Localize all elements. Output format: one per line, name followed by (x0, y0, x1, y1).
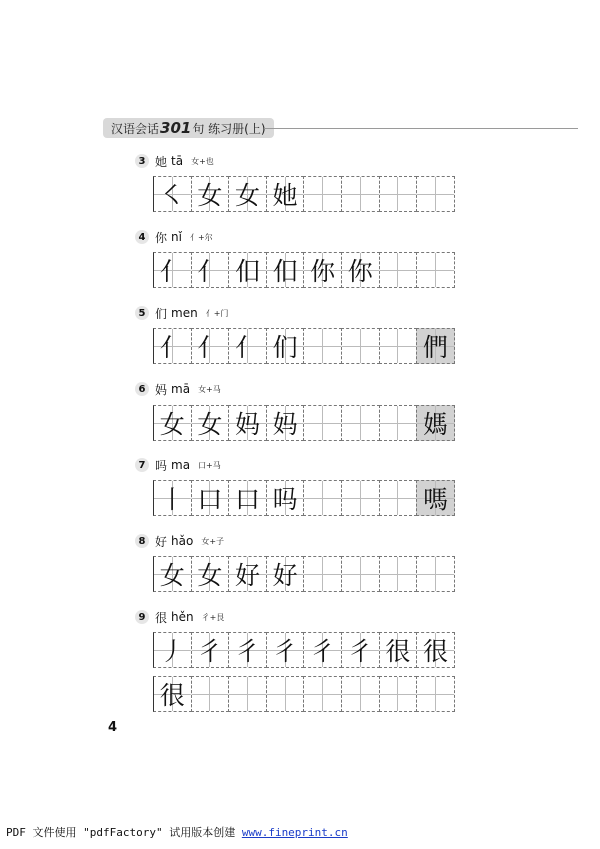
writing-cell[interactable] (303, 676, 342, 712)
stroke-char: 妈 (234, 410, 260, 439)
entry-pinyin: hěn (171, 610, 194, 624)
writing-grid-row (153, 252, 454, 288)
writing-grid-row (153, 480, 454, 516)
writing-cell[interactable] (191, 632, 230, 668)
writing-cell[interactable] (341, 176, 380, 212)
entry-components: 女+马 (198, 384, 221, 394)
writing-cell[interactable] (341, 405, 380, 441)
stroke-char: 彳 (272, 637, 298, 666)
writing-cell[interactable] (379, 632, 418, 668)
writing-cell[interactable] (228, 252, 267, 288)
stroke-char: 们 (272, 333, 298, 362)
stroke-char: 很 (159, 681, 185, 710)
entry-pinyin: men (171, 306, 198, 320)
header-rule (264, 128, 578, 129)
book-title-number: 301 (160, 119, 192, 137)
writing-cell[interactable] (266, 252, 305, 288)
entry-label (135, 532, 224, 550)
writing-grid-row (153, 328, 454, 364)
writing-cell[interactable] (191, 176, 230, 212)
writing-cell[interactable] (228, 176, 267, 212)
writing-cell[interactable] (228, 328, 267, 364)
stroke-char: 彳 (310, 637, 336, 666)
page-number: 4 (108, 720, 118, 735)
stroke-char: 們 (422, 333, 448, 362)
entry-character: 她 (155, 154, 168, 169)
writing-cell[interactable] (228, 632, 267, 668)
page-header (103, 118, 274, 138)
writing-cell[interactable] (191, 252, 230, 288)
writing-cell[interactable] (341, 556, 380, 592)
writing-cell[interactable] (416, 676, 455, 712)
writing-cell[interactable] (153, 632, 192, 668)
entry-label (135, 228, 213, 246)
pdf-footer (6, 824, 348, 840)
writing-cell[interactable] (341, 632, 380, 668)
writing-cell[interactable] (341, 328, 380, 364)
writing-grid-row (153, 556, 454, 592)
writing-cell[interactable] (416, 556, 455, 592)
writing-grid-row (153, 676, 454, 712)
writing-cell[interactable] (379, 328, 418, 364)
entry-character: 们 (155, 306, 168, 321)
entry-number: 5 (135, 306, 149, 320)
writing-cell[interactable] (153, 176, 192, 212)
entry-components: 亻+尔 (189, 232, 213, 242)
writing-cell[interactable] (303, 176, 342, 212)
entry-number: 4 (135, 230, 149, 244)
writing-cell[interactable] (228, 556, 267, 592)
writing-cell[interactable] (303, 480, 342, 516)
writing-cell[interactable] (379, 405, 418, 441)
writing-cell[interactable] (416, 176, 455, 212)
writing-cell[interactable] (153, 252, 192, 288)
writing-cell[interactable] (266, 676, 305, 712)
writing-grid-row (153, 632, 454, 668)
stroke-char: 丨 (159, 485, 185, 514)
writing-cell[interactable] (303, 556, 342, 592)
writing-cell[interactable] (191, 328, 230, 364)
stroke-char: 女 (197, 181, 223, 210)
stroke-char: 口 (197, 485, 223, 514)
footer-text: PDF 文件使用 "pdfFactory" 试用版本创建 (6, 826, 242, 839)
stroke-char: 妈 (272, 410, 298, 439)
entry-pinyin: tā (171, 154, 184, 168)
entry-label (135, 380, 221, 398)
entry-number: 8 (135, 534, 149, 548)
book-title (103, 118, 274, 138)
stroke-char: 女 (159, 410, 185, 439)
footer-link[interactable]: www.fineprint.cn (241, 826, 348, 839)
stroke-char: 㐰 (234, 257, 260, 286)
stroke-char: 彳 (347, 637, 373, 666)
writing-cell[interactable] (266, 328, 305, 364)
writing-cell[interactable] (341, 480, 380, 516)
writing-cell[interactable] (379, 676, 418, 712)
entry-character: 妈 (155, 382, 168, 397)
entry-character: 吗 (155, 458, 168, 473)
stroke-char: 女 (234, 181, 260, 210)
entry-character: 很 (155, 610, 168, 625)
entry-components: 女+子 (201, 536, 225, 546)
entry-number: 9 (135, 610, 149, 624)
stroke-char: 很 (422, 637, 448, 666)
entry-pinyin: ma (171, 458, 191, 472)
stroke-char: 女 (197, 410, 223, 439)
writing-cell[interactable] (266, 632, 305, 668)
writing-cell[interactable] (191, 676, 230, 712)
stroke-char: 亻 (159, 257, 185, 286)
entry-label (135, 304, 228, 322)
stroke-char: 丿 (159, 637, 185, 666)
traditional-char-cell[interactable] (416, 405, 455, 441)
entry-components: 亻+门 (205, 308, 229, 318)
stroke-char: 女 (197, 561, 223, 590)
entry-components: 口+马 (198, 460, 221, 470)
writing-cell[interactable] (266, 405, 305, 441)
entry-label (135, 456, 221, 474)
writing-cell[interactable] (266, 480, 305, 516)
stroke-char: 吗 (272, 485, 298, 514)
entry-number: 7 (135, 458, 149, 472)
entry-pinyin: hǎo (171, 534, 194, 548)
stroke-char: 好 (234, 561, 260, 590)
writing-cell[interactable] (266, 556, 305, 592)
writing-grid-row (153, 176, 454, 212)
book-title-prefix: 汉语会话 (111, 121, 160, 136)
writing-cell[interactable] (416, 632, 455, 668)
writing-cell[interactable] (191, 556, 230, 592)
stroke-char: 亻 (197, 333, 223, 362)
stroke-char: 亻 (159, 333, 185, 362)
writing-cell[interactable] (303, 405, 342, 441)
writing-cell[interactable] (191, 405, 230, 441)
stroke-char: 嗎 (422, 485, 448, 514)
writing-grid-row (153, 405, 454, 441)
stroke-char: 你 (347, 257, 373, 286)
writing-cell[interactable] (303, 328, 342, 364)
entry-character: 你 (155, 230, 168, 245)
stroke-char: 女 (159, 561, 185, 590)
traditional-char-cell[interactable] (416, 480, 455, 516)
stroke-char: 口 (234, 485, 260, 514)
writing-cell[interactable] (303, 632, 342, 668)
stroke-char: 媽 (422, 410, 448, 439)
entry-components: 女+也 (191, 156, 214, 166)
entry-components: 彳+艮 (201, 612, 225, 622)
writing-cell[interactable] (416, 252, 455, 288)
entry-number: 3 (135, 154, 149, 168)
stroke-char: 彳 (234, 637, 260, 666)
writing-cell[interactable] (228, 676, 267, 712)
entry-pinyin: mā (171, 382, 191, 396)
entry-label (135, 152, 214, 170)
entry-label (135, 608, 224, 626)
writing-cell[interactable] (153, 556, 192, 592)
writing-cell[interactable] (228, 480, 267, 516)
stroke-char: ㇛ (159, 181, 185, 210)
entry-character: 好 (155, 534, 168, 549)
writing-cell[interactable] (191, 480, 230, 516)
stroke-char: ⺅ (197, 257, 223, 286)
traditional-char-cell[interactable] (416, 328, 455, 364)
stroke-char: 好 (272, 561, 298, 590)
writing-cell[interactable] (228, 405, 267, 441)
writing-cell[interactable] (341, 676, 380, 712)
stroke-char: 亻 (234, 333, 260, 362)
writing-cell[interactable] (153, 405, 192, 441)
writing-cell[interactable] (266, 176, 305, 212)
writing-cell[interactable] (153, 676, 192, 712)
writing-cell[interactable] (153, 480, 192, 516)
stroke-char: 她 (272, 181, 298, 210)
writing-cell[interactable] (153, 328, 192, 364)
writing-cell[interactable] (341, 252, 380, 288)
writing-cell[interactable] (379, 176, 418, 212)
writing-cell[interactable] (379, 480, 418, 516)
stroke-char: 你 (310, 257, 336, 286)
entry-pinyin: nǐ (171, 230, 182, 244)
entry-number: 6 (135, 382, 149, 396)
writing-cell[interactable] (379, 252, 418, 288)
stroke-char: 很 (385, 637, 411, 666)
stroke-char: 彳 (197, 637, 223, 666)
book-title-suffix: 句 练习册(上) (192, 121, 266, 136)
writing-cell[interactable] (303, 252, 342, 288)
writing-cell[interactable] (379, 556, 418, 592)
stroke-char: 㐰 (272, 257, 298, 286)
